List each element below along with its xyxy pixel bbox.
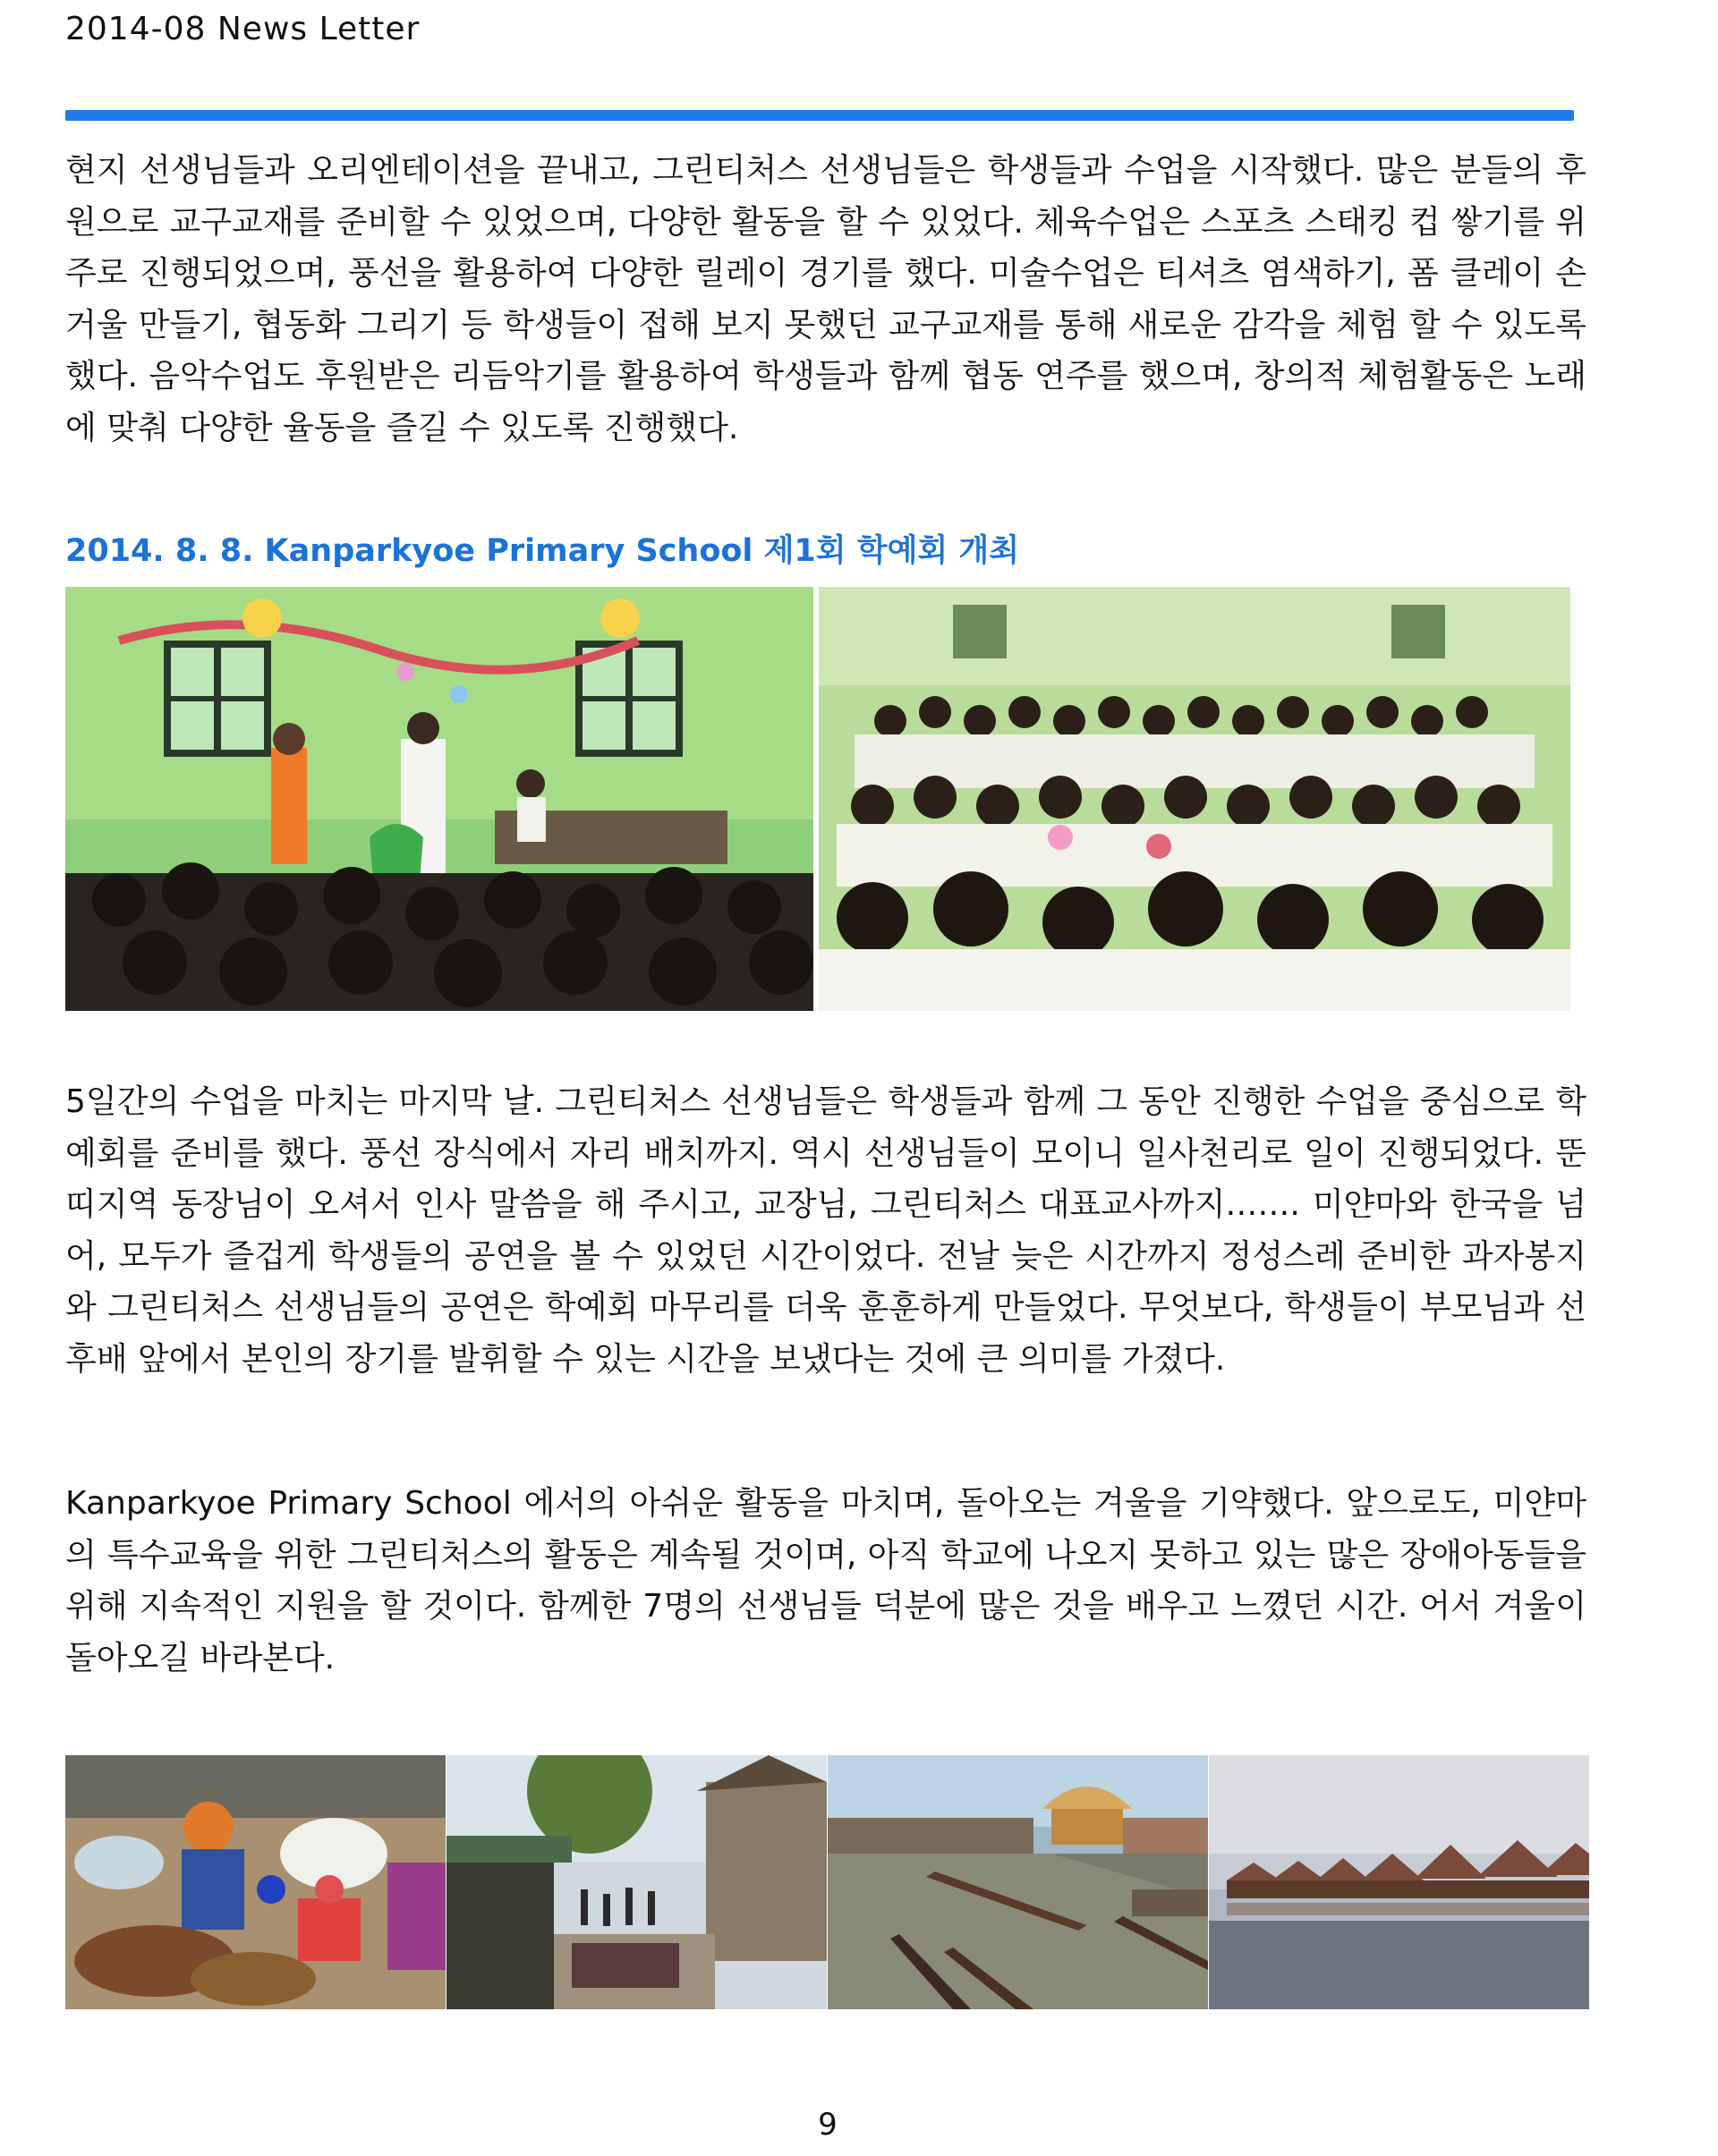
event-description-paragraph: 5일간의 수업을 마치는 마지막 날. 그린티처스 선생님들은 학생들과 함께 그 동안 진행한 수업을 중심으로 학예회를 준비를 했다. 풍선 장식에서 자리 배치까지. 역시 선생님들이 모이니 일사천리로 일이 진행되었다. 뚠띠지역 동장님이 오셔서 인사 말씀을 해 주시고, 교장님, 그린티처스 대표교사까지……. 미얀마와 한국을 넘어, 모두가 즐겁게 학생들의 공연을 볼 수 있었던 시간이었다. 전날 늦은 시간까지 정성스레 준비한 과자봉지와 그린티처스 선생님들의 공연은 학예회 마무리를 더욱 훈훈하게 만들었다. 무엇보다, 학생들이 부모님과 선후배 앞에서 본인의 장기를 발휘할 수 있는 시간을 보냈다는 것에 큰 의미를 가졌다. [65, 1083, 1586, 1378]
section-heading: 2014. 8. 8. Kanparkyoe Primary School 제1회 학예회 개최 [65, 533, 1020, 569]
market-vendor-photo [65, 1755, 446, 2009]
lake-resort-photo [1209, 1755, 1589, 2009]
school-event-photo-audience [819, 587, 1570, 1011]
closing-paragraph: Kanparkyoe Primary School 에서의 아쉬운 활동을 마치며, 돌아오는 겨울을 기약했다. 앞으로도, 미얀마의 특수교육을 위한 그린티처스의 활동은 계속될 것이며, 아직 학교에 나오지 못하고 있는 많은 장애아동들을 위해 지속적인 지원을 할 것이다. 함께한 7명의 선생님들 덕분에 많은 것을 배우고 느꼈던 시간. 어서 겨울이 돌아오길 바라본다. [65, 1485, 1586, 1676]
village-street-photo [447, 1755, 827, 2009]
school-event-photo-stage [65, 587, 813, 1011]
intro-paragraph: 현지 선생님들과 오리엔테이션을 끝내고, 그린티처스 선생님들은 학생들과 수업을 시작했다. 많은 분들의 후원으로 교구교재를 준비할 수 있었으며, 다양한 활동을 할 수 있었다. 체육수업은 스포츠 스태킹 컵 쌓기를 위주로 진행되었으며, 풍선을 활용하여 다양한 릴레이 경기를 했다. 미술수업은 티셔츠 염색하기, 폼 클레이 손거울 만들기, 협동화 그리기 등 학생들이 접해 보지 못했던 교구교재를 통해 새로운 감각을 체험 할 수 있도록 했다. 음악수업도 후원받은 리듬악기를 활용하여 학생들과 함께 협동 연주를 했으며, 창의적 체험활동은 노래에 맞춰 다양한 율동을 즐길 수 있도록 진행했다. [65, 152, 1586, 446]
page-number: 9 [818, 2107, 838, 2143]
newsletter-title: 2014-08 News Letter [65, 11, 421, 47]
canal-boats-photo [828, 1755, 1208, 2009]
header-divider [65, 110, 1574, 121]
